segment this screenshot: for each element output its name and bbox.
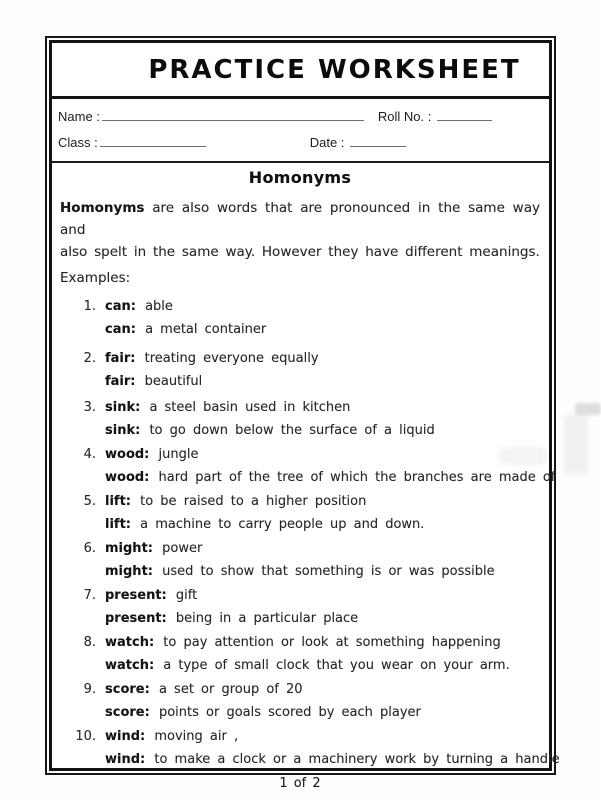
homonym-word: sink: bbox=[105, 423, 141, 438]
definition-1-text: treating everyone equally bbox=[144, 351, 319, 366]
page-inner-frame bbox=[49, 40, 560, 791]
intro-paragraph bbox=[60, 197, 540, 263]
intro-line-2: also spelt in the same way. However they have different meanings. bbox=[60, 244, 540, 260]
scan-artifact bbox=[564, 415, 588, 475]
definition-2-text: to go down below the surface of a liquid bbox=[149, 423, 435, 438]
page-number: 1 of 2 bbox=[279, 776, 321, 791]
homonym-word: score: bbox=[105, 682, 150, 697]
scan-artifact bbox=[575, 403, 601, 415]
definition-line-1 bbox=[58, 347, 542, 370]
definition-1-text: moving air , bbox=[154, 729, 239, 744]
definition-2-text: a machine to carry people up and down. bbox=[140, 517, 425, 532]
class-label: Class : bbox=[58, 135, 98, 150]
definition-1-text: power bbox=[162, 541, 203, 556]
homonym-item bbox=[58, 490, 542, 536]
page-title: PRACTICE WORKSHEET bbox=[148, 54, 521, 85]
class-date-row bbox=[58, 135, 543, 150]
homonym-word: fair: bbox=[105, 351, 136, 366]
title-section bbox=[52, 43, 549, 99]
class-blank-line bbox=[100, 135, 206, 147]
homonym-word: lift: bbox=[105, 517, 131, 532]
section-heading: Homonyms bbox=[248, 168, 352, 187]
definition-line-1 bbox=[58, 678, 542, 701]
homonym-word: can: bbox=[105, 299, 136, 314]
definition-line-2 bbox=[58, 748, 560, 771]
definition-2-text: a type of small clock that you wear on your arm. bbox=[163, 658, 510, 673]
definition-line-1 bbox=[58, 295, 542, 318]
homonym-word: score: bbox=[105, 705, 150, 720]
definition-line-2 bbox=[58, 419, 542, 442]
definition-line-2 bbox=[58, 560, 542, 583]
homonym-word: can: bbox=[105, 322, 136, 337]
date-blank-line bbox=[350, 135, 406, 147]
definition-line-1 bbox=[58, 396, 542, 419]
homonym-item bbox=[58, 295, 542, 341]
item-number: 1. bbox=[83, 299, 96, 314]
homonym-item bbox=[58, 631, 542, 677]
definition-line-2 bbox=[58, 654, 542, 677]
roll-blank-line bbox=[437, 109, 492, 121]
definition-2-text: being in a particular place bbox=[175, 611, 359, 626]
item-number: 8. bbox=[83, 635, 96, 650]
page-frame bbox=[45, 36, 560, 791]
item-number: 7. bbox=[83, 588, 96, 603]
homonym-item bbox=[58, 396, 542, 442]
item-number: 9. bbox=[83, 682, 96, 697]
name-label: Name : bbox=[58, 109, 100, 124]
homonym-word: watch: bbox=[105, 658, 155, 673]
definition-line-1 bbox=[58, 443, 542, 466]
definition-2-text: beautiful bbox=[144, 374, 203, 389]
homonym-word: wood: bbox=[105, 470, 150, 485]
item-number: 3. bbox=[83, 400, 96, 415]
item-number: 2. bbox=[83, 351, 96, 366]
definition-line-1 bbox=[58, 631, 542, 654]
intro-line-1-text: are also words that are pronounced in the same way and bbox=[60, 200, 540, 238]
definition-1-text: gift bbox=[175, 588, 198, 603]
intro-keyword: Homonyms bbox=[60, 200, 145, 216]
definition-line-1 bbox=[58, 725, 542, 748]
definition-2-text: to make a clock or a machinery work by turning a handle bbox=[154, 752, 560, 767]
name-roll-row bbox=[58, 109, 543, 124]
name-blank-line bbox=[102, 109, 364, 121]
item-number: 6. bbox=[83, 541, 96, 556]
homonym-item bbox=[58, 725, 560, 771]
examples-label: Examples: bbox=[60, 270, 131, 286]
definition-line-1 bbox=[58, 537, 542, 560]
definition-line-2 bbox=[58, 466, 556, 489]
definition-1-text: able bbox=[145, 299, 173, 314]
homonym-item bbox=[58, 584, 542, 630]
definition-line-2 bbox=[58, 513, 542, 536]
homonym-item bbox=[58, 443, 556, 489]
definition-1-text: to be raised to a higher position bbox=[140, 494, 367, 509]
homonym-word: present: bbox=[105, 611, 167, 626]
definition-line-2 bbox=[58, 701, 542, 724]
homonym-word: wood: bbox=[105, 447, 150, 462]
definition-1-text: a set or group of 20 bbox=[158, 682, 303, 697]
homonym-word: lift: bbox=[105, 494, 131, 509]
homonym-word: sink: bbox=[105, 400, 141, 415]
definition-2-text: hard part of the tree of which the branches are made of bbox=[158, 470, 556, 485]
roll-label: Roll No. : bbox=[377, 109, 432, 124]
definition-2-text: points or goals scored by each player bbox=[158, 705, 421, 720]
definition-2-text: used to show that something is or was possible bbox=[162, 564, 495, 579]
item-number: 10. bbox=[75, 729, 96, 744]
item-number: 5. bbox=[83, 494, 96, 509]
intro-line-1 bbox=[60, 197, 540, 241]
definition-line-1 bbox=[58, 490, 542, 513]
homonym-word: watch: bbox=[105, 635, 155, 650]
definition-line-1 bbox=[58, 584, 542, 607]
definition-line-2 bbox=[58, 370, 542, 393]
definition-1-text: to pay attention or look at something happening bbox=[163, 635, 501, 650]
homonym-item bbox=[58, 347, 542, 393]
worksheet-content bbox=[52, 163, 560, 791]
definition-line-2 bbox=[58, 607, 542, 630]
homonym-word: present: bbox=[105, 588, 167, 603]
homonym-item bbox=[58, 678, 542, 724]
item-number: 4. bbox=[83, 447, 96, 462]
definition-1-text: a steel basin used in kitchen bbox=[149, 400, 351, 415]
date-label: Date : bbox=[309, 135, 345, 150]
homonym-word: wind: bbox=[105, 729, 146, 744]
definition-1-text: jungle bbox=[158, 447, 199, 462]
student-info-section bbox=[52, 99, 549, 163]
homonym-word: might: bbox=[105, 541, 153, 556]
homonym-item bbox=[58, 537, 542, 583]
homonym-word: fair: bbox=[105, 374, 136, 389]
definition-2-text: a metal container bbox=[145, 322, 267, 337]
homonym-list bbox=[58, 295, 560, 771]
homonym-word: wind: bbox=[105, 752, 146, 767]
homonym-word: might: bbox=[105, 564, 153, 579]
definition-line-2 bbox=[58, 318, 542, 341]
